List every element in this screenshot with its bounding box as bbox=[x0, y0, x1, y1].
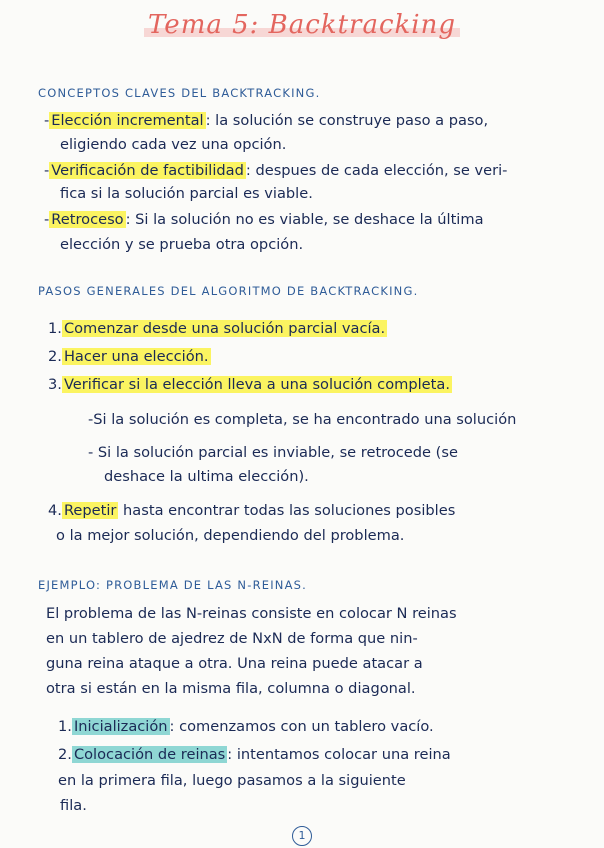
concept-item-1-line1 bbox=[44, 112, 488, 129]
step-number: 2. bbox=[48, 348, 62, 365]
example-step-2-line3: fila. bbox=[60, 797, 87, 814]
step-3-sub-1: -Si la solución es completa, se ha encontrado una solución bbox=[88, 411, 517, 428]
concept-item-2-line2: fica si la solución parcial es viable. bbox=[60, 185, 313, 202]
step-3-sub-2-line2: deshace la ultima elección). bbox=[104, 468, 309, 485]
concept-text: : Si la solución no es viable, se deshace la última bbox=[125, 211, 484, 228]
step-text: Verificar si la elección lleva a una solución completa. bbox=[63, 376, 450, 393]
concept-text: : la solución se construye paso a paso, bbox=[205, 112, 489, 129]
section-heading-concepts: CONCEPTOS CLAVES DEL BACKTRACKING. bbox=[38, 86, 321, 100]
concept-item-3-line1 bbox=[44, 211, 484, 228]
section-heading-example: EJEMPLO: PROBLEMA DE LAS N-REINAS. bbox=[38, 578, 308, 592]
section-heading-steps: PASOS GENERALES DEL ALGORITMO DE BACKTRACKING. bbox=[38, 284, 419, 298]
step-number: 1. bbox=[58, 718, 72, 735]
title-wrap bbox=[0, 10, 604, 40]
step-text: : comenzamos con un tablero vacío. bbox=[169, 718, 434, 735]
step-2 bbox=[48, 348, 211, 365]
step-3 bbox=[48, 376, 452, 393]
step-number: 2. bbox=[58, 746, 72, 763]
concept-text: : despues de cada elección, se veri- bbox=[245, 162, 508, 179]
example-step-1 bbox=[58, 718, 434, 735]
step-number: 3. bbox=[48, 376, 62, 393]
bullet: - bbox=[44, 211, 50, 228]
step-term: Inicialización bbox=[73, 718, 168, 735]
concept-item-1-line2: eligiendo cada vez una opción. bbox=[60, 136, 287, 153]
step-number: 4. bbox=[48, 502, 62, 519]
concept-term: Retroceso bbox=[51, 211, 124, 228]
concept-term: Elección incremental bbox=[51, 112, 204, 129]
step-term: Colocación de reinas bbox=[73, 746, 226, 763]
concept-term: Verificación de factibilidad bbox=[51, 162, 244, 179]
step-4-line1 bbox=[48, 502, 455, 519]
step-3-sub-2-line1: - Si la solución parcial es inviable, se retrocede (se bbox=[88, 444, 458, 461]
step-text: Hacer una elección. bbox=[63, 348, 209, 365]
concept-item-3-line2: elección y se prueba otra opción. bbox=[60, 236, 304, 253]
step-text: : intentamos colocar una reina bbox=[227, 746, 451, 763]
page-number: 1 bbox=[292, 826, 312, 846]
step-number: 1. bbox=[48, 320, 62, 337]
bullet: - bbox=[44, 112, 50, 129]
page-title: Tema 5: Backtracking bbox=[147, 10, 457, 40]
example-paragraph-line-1: El problema de las N-reinas consiste en colocar N reinas bbox=[46, 605, 457, 622]
step-text: hasta encontrar todas las soluciones posibles bbox=[118, 502, 456, 519]
concept-item-2-line1 bbox=[44, 162, 507, 179]
bullet: - bbox=[44, 162, 50, 179]
example-paragraph-line-3: guna reina ataque a otra. Una reina puede atacar a bbox=[46, 655, 423, 672]
step-term: Repetir bbox=[63, 502, 117, 519]
example-paragraph-line-2: en un tablero de ajedrez de NxN de forma que nin- bbox=[46, 630, 418, 647]
step-1 bbox=[48, 320, 387, 337]
step-4-line2: o la mejor solución, dependiendo del problema. bbox=[56, 527, 405, 544]
example-step-2-line1 bbox=[58, 746, 451, 763]
example-step-2-line2: en la primera fila, luego pasamos a la siguiente bbox=[58, 772, 406, 789]
step-text: Comenzar desde una solución parcial vacía. bbox=[63, 320, 386, 337]
example-paragraph-line-4: otra si están en la misma fila, columna o diagonal. bbox=[46, 680, 416, 697]
